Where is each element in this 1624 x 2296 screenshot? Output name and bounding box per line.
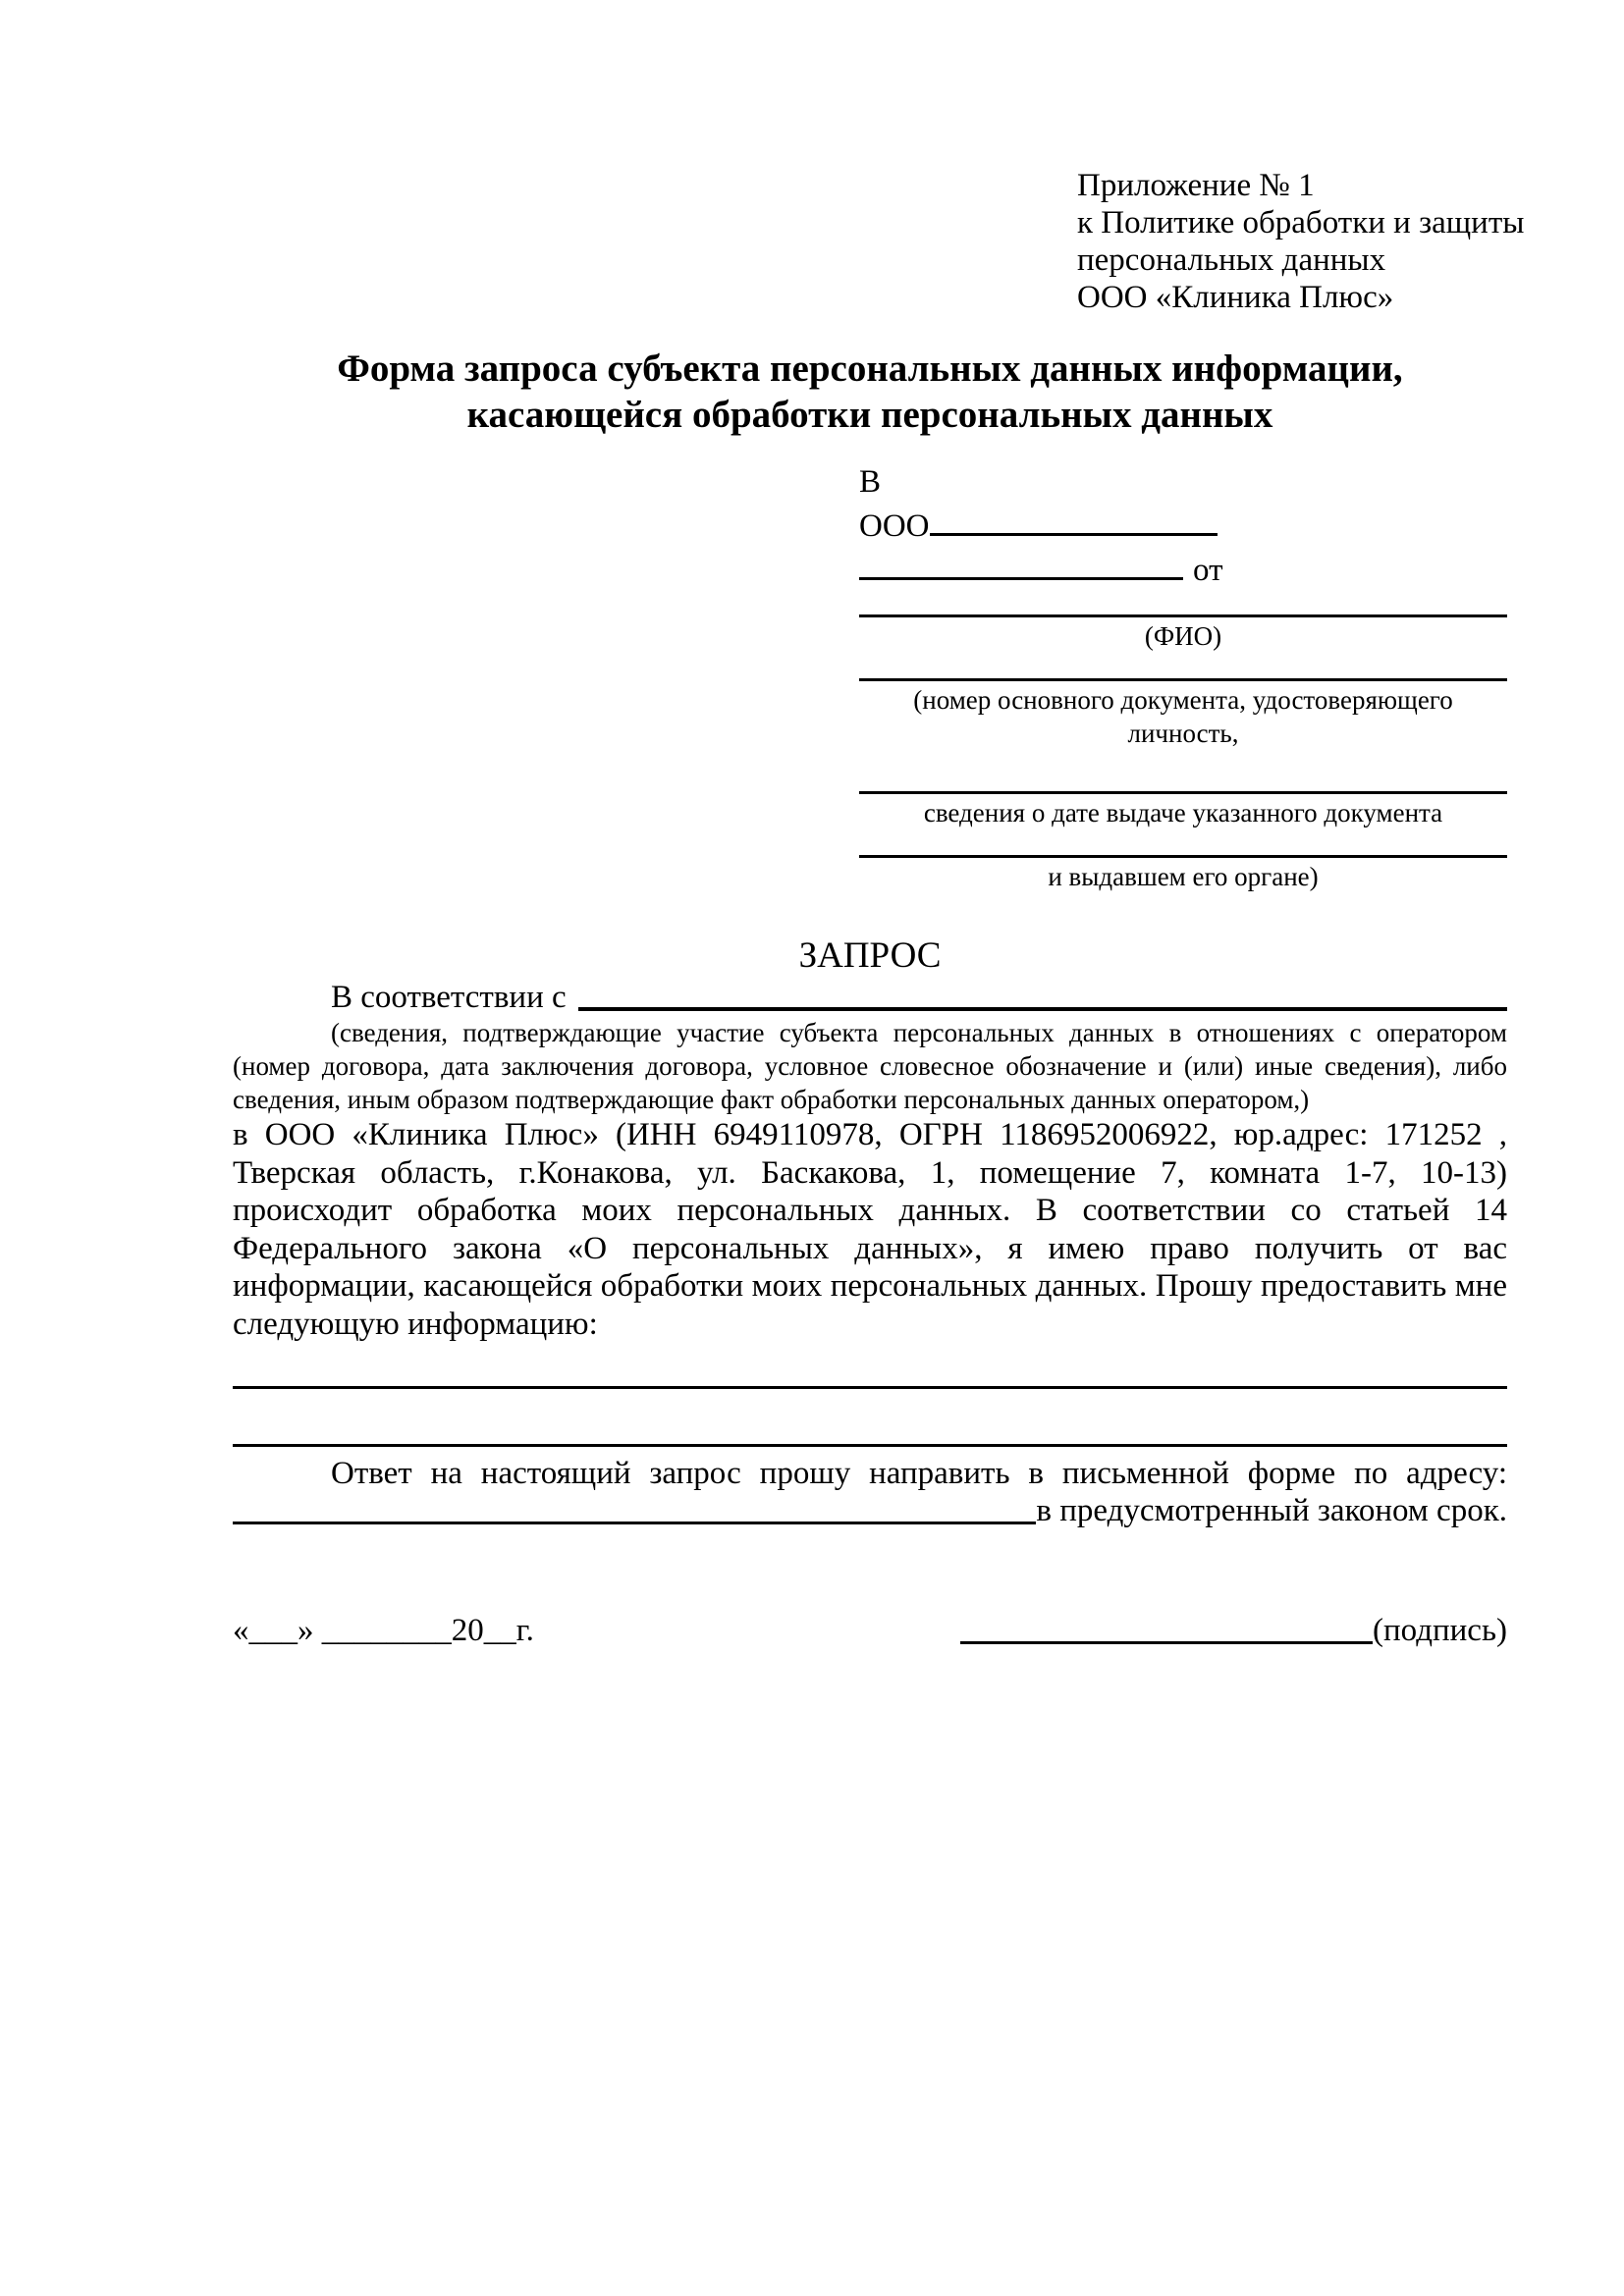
document-title (233, 346, 1507, 438)
fio-caption: (ФИО) (1144, 621, 1222, 651)
signature-caption: (подпись) (1373, 1613, 1507, 1648)
org-name-blank-line-2 (859, 545, 1183, 580)
addressee-org-row (859, 501, 1507, 545)
intro-lead-text: В соответствии с (331, 980, 567, 1015)
date-blank-text: «___» ________20__г. (233, 1613, 534, 1648)
addressee-from-row (859, 545, 1507, 589)
signature-blank-line (960, 1641, 1373, 1644)
id-document-number-caption: (номер основного документа, удостоверяющего личность, (913, 685, 1453, 748)
information-blank-line-2 (233, 1389, 1507, 1447)
fine-print-note: (сведения, подтверждающие участие субъекта персональных данных в отношениях с оператором (номер договора, дата заключения договора, условное словесное обозначение и (или) иные сведения), либо сведения, иным образом подтверждающие факт обработки персональных данных оператором,) (233, 1018, 1507, 1114)
issuing-authority-caption: и выдавшем его органе) (1048, 862, 1319, 891)
org-name-blank-line (930, 501, 1218, 536)
issuing-authority-field (859, 855, 1507, 893)
date-signature-row (233, 1612, 1507, 1649)
issue-date-field (859, 791, 1507, 829)
appendix-line: к Политике обработки и защиты (1077, 205, 1525, 240)
issue-date-caption: сведения о дате выдаче указанного документа (923, 798, 1443, 828)
from-label: от (1193, 553, 1223, 588)
intro-row (233, 979, 1507, 1016)
signature-cell (960, 1612, 1507, 1649)
information-blank-line-1 (233, 1343, 1507, 1389)
appendix-line: персональных данных (1077, 242, 1386, 278)
appendix-line: ООО «Клиника Плюс» (1077, 280, 1394, 315)
request-body-paragraph: в ООО «Клиника Плюс» (ИНН 6949110978, ОГРН 1186952006922, юр.адрес: 171252 , Тверская область, г.Конакова, ул. Баскакова, 1, помещение 7, комната 1-7, 10-13) происходит обработка моих персональных данных. В соответствии со статьей 14 Федерального закона «О персональных данных», я имею право получить от вас информации, касающейся обработки моих персональных данных. Прошу предоставить мне следующую информацию: (233, 1117, 1507, 1342)
basis-blank-line (578, 1007, 1507, 1011)
appendix-block (1077, 167, 1525, 316)
document-title-line1: Форма запроса субъекта персональных данных информации, (337, 347, 1403, 390)
document-title-line2: касающейся обработки персональных данных (466, 394, 1273, 436)
reply-tail-text: в предусмотренный законом срок. (1036, 1493, 1507, 1528)
reply-address-blank-line (233, 1522, 1036, 1524)
fio-field (859, 614, 1507, 653)
addressee-block (859, 463, 1507, 893)
addressee-to: В (859, 464, 882, 500)
appendix-line: Приложение № 1 (1077, 168, 1315, 203)
reply-address-paragraph: Ответ на настоящий запрос прошу направить в письменной форме по адресу: (331, 1456, 1507, 1491)
addressee-org-prefix: ООО (859, 508, 930, 544)
request-heading: ЗАПРОС (798, 935, 942, 976)
id-document-number-field (859, 678, 1507, 750)
reply-address-row (233, 1492, 1507, 1529)
